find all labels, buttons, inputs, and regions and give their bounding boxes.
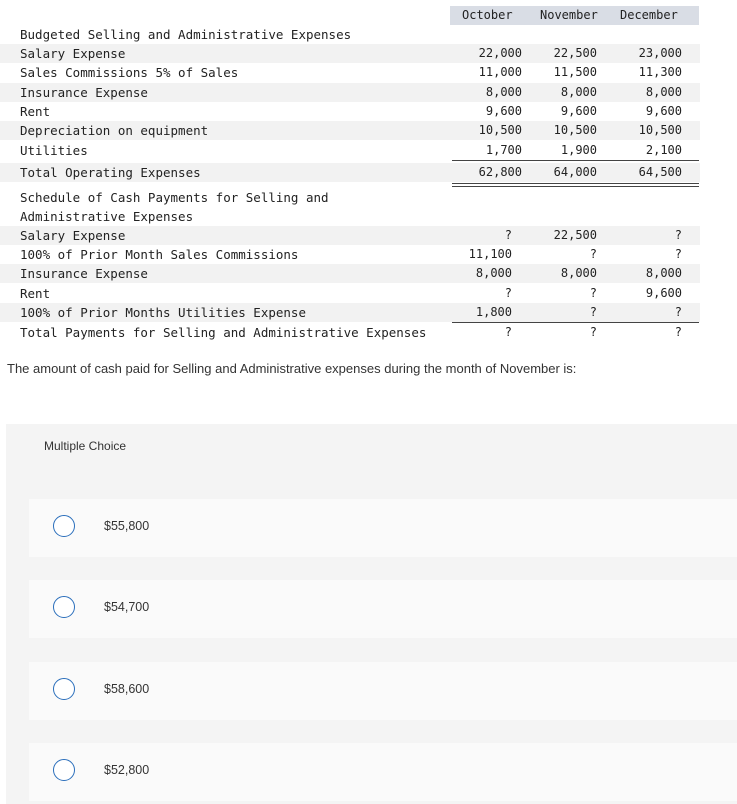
cell-december: ? — [674, 325, 682, 339]
choice-option[interactable] — [29, 743, 737, 801]
row-label: 100% of Prior Month Sales Commissions — [20, 247, 299, 262]
choice-option[interactable] — [29, 662, 737, 720]
cash-title-line2: Administrative Expenses — [20, 209, 194, 224]
cell-december: 9,600 — [645, 104, 682, 118]
cell-november: 11,500 — [553, 65, 597, 79]
multiple-choice-title: Multiple Choice — [44, 439, 127, 453]
cell-november: 64,000 — [553, 165, 597, 179]
table-row — [0, 44, 700, 63]
cell-october: 62,800 — [478, 165, 522, 179]
radio-icon[interactable] — [53, 596, 75, 618]
row-label: Utilities — [20, 143, 88, 158]
cell-november: 9,600 — [560, 104, 597, 118]
row-label: Insurance Expense — [20, 266, 148, 281]
choice-label: $54,700 — [104, 600, 150, 614]
cash-title-line1: Schedule of Cash Payments for Selling and — [20, 190, 329, 205]
radio-icon[interactable] — [53, 678, 75, 700]
cell-october: 8,000 — [475, 266, 512, 280]
row-label: Total Payments for Selling and Administrative Expenses — [20, 325, 427, 340]
cell-november: 8,000 — [560, 85, 597, 99]
question-text: The amount of cash paid for Selling and Administrative expenses during the month of November is: — [7, 361, 577, 376]
table-row — [0, 284, 700, 303]
cell-october: 10,500 — [478, 123, 522, 137]
month-december: December — [620, 8, 678, 22]
cell-december: ? — [674, 305, 682, 319]
cell-october: ? — [504, 286, 512, 300]
cell-october: 11,100 — [468, 247, 512, 261]
cell-december: 23,000 — [638, 46, 682, 60]
table-row — [0, 226, 700, 245]
choice-label: $58,600 — [104, 682, 150, 696]
total-row — [0, 163, 700, 182]
table-row — [0, 245, 700, 264]
cell-november: 8,000 — [560, 266, 597, 280]
cell-december: 11,300 — [638, 65, 682, 79]
row-label: Salary Expense — [20, 228, 126, 243]
budget-title: Budgeted Selling and Administrative Expenses — [20, 27, 352, 42]
cell-november: ? — [589, 286, 597, 300]
row-label: Sales Commissions 5% of Sales — [20, 65, 239, 80]
cash-title-row-2 — [0, 207, 700, 226]
cell-october: 9,600 — [485, 104, 522, 118]
choice-option[interactable] — [29, 499, 737, 557]
table-row — [0, 102, 700, 121]
cell-october: 1,700 — [485, 143, 522, 157]
choice-label: $55,800 — [104, 519, 150, 533]
cell-october: 22,000 — [478, 46, 522, 60]
row-label: Rent — [20, 286, 51, 301]
cell-december: ? — [674, 228, 682, 242]
cell-october: ? — [504, 325, 512, 339]
month-header — [450, 6, 699, 25]
row-label: Rent — [20, 104, 51, 119]
total-row — [0, 323, 700, 342]
subtotal-rule — [452, 160, 699, 161]
total-double-rule-top — [452, 183, 699, 184]
cell-october: ? — [504, 228, 512, 242]
cell-november: 22,500 — [553, 228, 597, 242]
cell-december: 10,500 — [638, 123, 682, 137]
cell-october: 11,000 — [478, 65, 522, 79]
cash-title-row-1 — [0, 188, 700, 207]
month-october: October — [462, 8, 513, 22]
table-row — [0, 63, 700, 82]
multiple-choice-panel — [6, 424, 737, 804]
cell-october: 8,000 — [485, 85, 522, 99]
cell-december: 8,000 — [645, 85, 682, 99]
row-label: 100% of Prior Months Utilities Expense — [20, 305, 306, 320]
choice-label: $52,800 — [104, 763, 150, 777]
cell-december: 64,500 — [638, 165, 682, 179]
choice-option[interactable] — [29, 580, 737, 638]
cell-november: ? — [589, 305, 597, 319]
table-row — [0, 121, 700, 140]
row-label: Total Operating Expenses — [20, 165, 201, 180]
cell-december: 8,000 — [645, 266, 682, 280]
cell-december: 9,600 — [645, 286, 682, 300]
cell-october: 1,800 — [475, 305, 512, 319]
cell-december: 2,100 — [645, 143, 682, 157]
radio-icon[interactable] — [53, 759, 75, 781]
cell-december: ? — [674, 247, 682, 261]
cell-november: ? — [589, 325, 597, 339]
radio-icon[interactable] — [53, 515, 75, 537]
month-november: November — [540, 8, 598, 22]
table-row — [0, 264, 700, 283]
row-label: Depreciation on equipment — [20, 123, 209, 138]
table-row — [0, 83, 700, 102]
row-label: Insurance Expense — [20, 85, 148, 100]
cell-november: 22,500 — [553, 46, 597, 60]
row-label: Salary Expense — [20, 46, 126, 61]
budget-title-row — [0, 25, 700, 44]
cell-november: ? — [589, 247, 597, 261]
cell-november: 1,900 — [560, 143, 597, 157]
total-double-rule-bottom — [452, 186, 699, 187]
table-row — [0, 303, 700, 322]
cell-november: 10,500 — [553, 123, 597, 137]
table-row — [0, 141, 700, 160]
